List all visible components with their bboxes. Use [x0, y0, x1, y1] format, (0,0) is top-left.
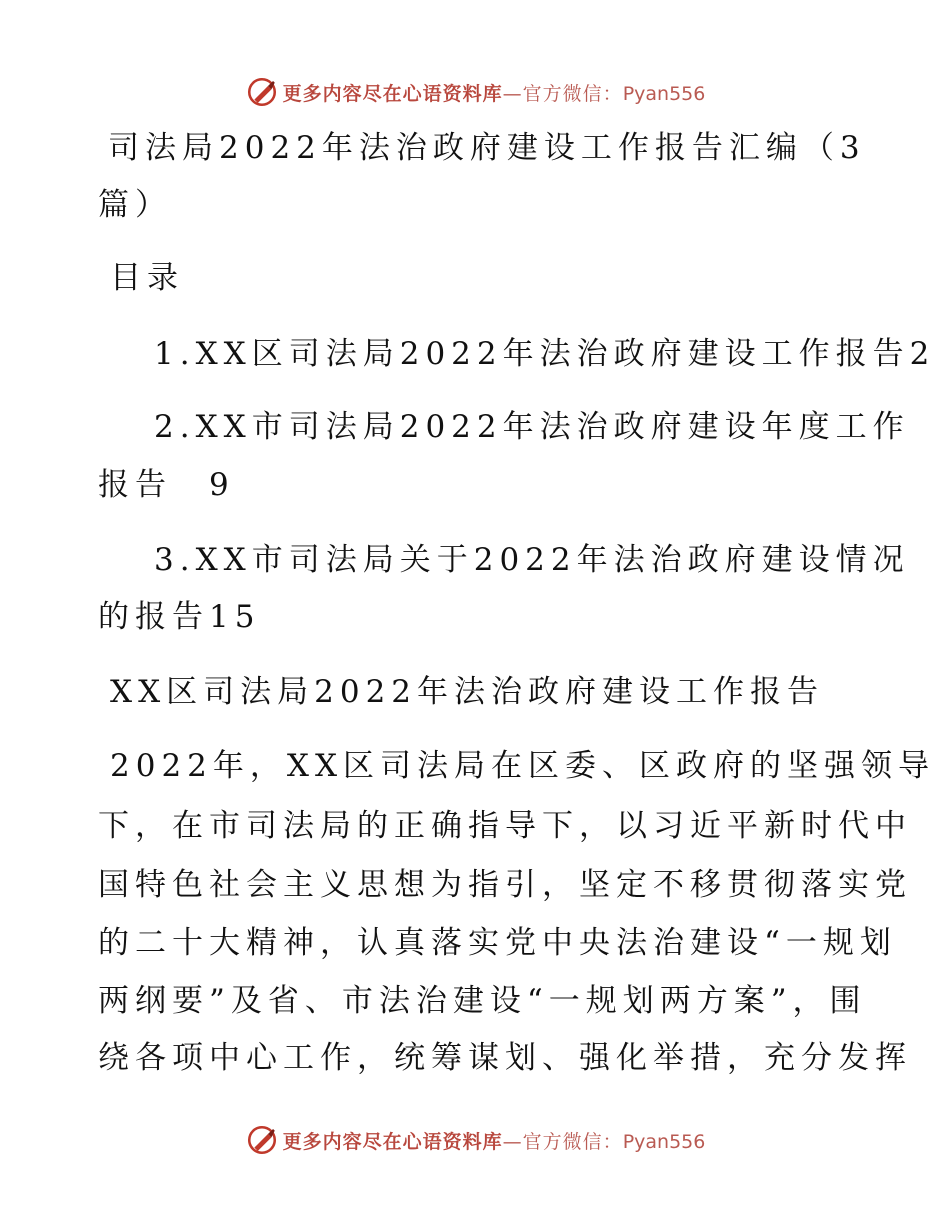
header-brand: 更多内容尽在心语资料库 — [282, 82, 503, 105]
footer-wechat-label: 官方微信： — [522, 1130, 623, 1153]
pen-logo-icon — [245, 1123, 279, 1157]
body-paragraph-line: 2022年，XX区司法局在区委、区政府的坚强领导 — [110, 748, 936, 784]
footer-brand: 更多内容尽在心语资料库 — [282, 1130, 503, 1153]
body-paragraph-line: 下，在市司法局的正确指导下，以习近平新时代中 — [98, 808, 912, 844]
section-title: XX区司法局2022年法治政府建设工作报告 — [110, 674, 825, 710]
body-paragraph-line: 国特色社会主义思想为指引，坚定不移贯彻落实党 — [98, 867, 912, 903]
toc-item-3-line-1: 3.XX市司法局关于2022年法治政府建设情况 — [154, 542, 910, 578]
footer-banner-text — [283, 1127, 706, 1154]
pen-logo-icon — [245, 75, 279, 109]
toc-item-3-line-2: 的报告15 — [98, 599, 261, 635]
toc-heading: 目录 — [110, 260, 184, 296]
body-paragraph-line: 绕各项中心工作，统筹谋划、强化举措，充分发挥 — [98, 1040, 912, 1076]
footer-wechat-id: Pyan556 — [622, 1130, 706, 1153]
header-wechat-label: 官方微信： — [522, 82, 623, 105]
footer-separator: — — [502, 1130, 523, 1153]
toc-item-2-line-1: 2.XX市司法局2022年法治政府建设年度工作 — [154, 409, 910, 445]
footer-banner — [0, 1120, 950, 1160]
header-banner — [0, 72, 950, 112]
header-wechat-id: Pyan556 — [622, 82, 706, 105]
header-banner-text — [283, 79, 706, 106]
document-title-line-2: 篇） — [98, 187, 172, 223]
document-title-line-1: 司法局2022年法治政府建设工作报告汇编（3 — [108, 130, 866, 166]
toc-item-1: 1.XX区司法局2022年法治政府建设工作报告2 — [154, 336, 936, 372]
body-paragraph-line: 两纲要”及省、市法治建设“一规划两方案”，围 — [98, 983, 867, 1019]
header-separator: — — [502, 82, 523, 105]
body-paragraph-line: 的二十大精神，认真落实党中央法治建设“一规划 — [98, 925, 897, 961]
toc-item-2-line-2: 报告 9 — [98, 467, 235, 503]
